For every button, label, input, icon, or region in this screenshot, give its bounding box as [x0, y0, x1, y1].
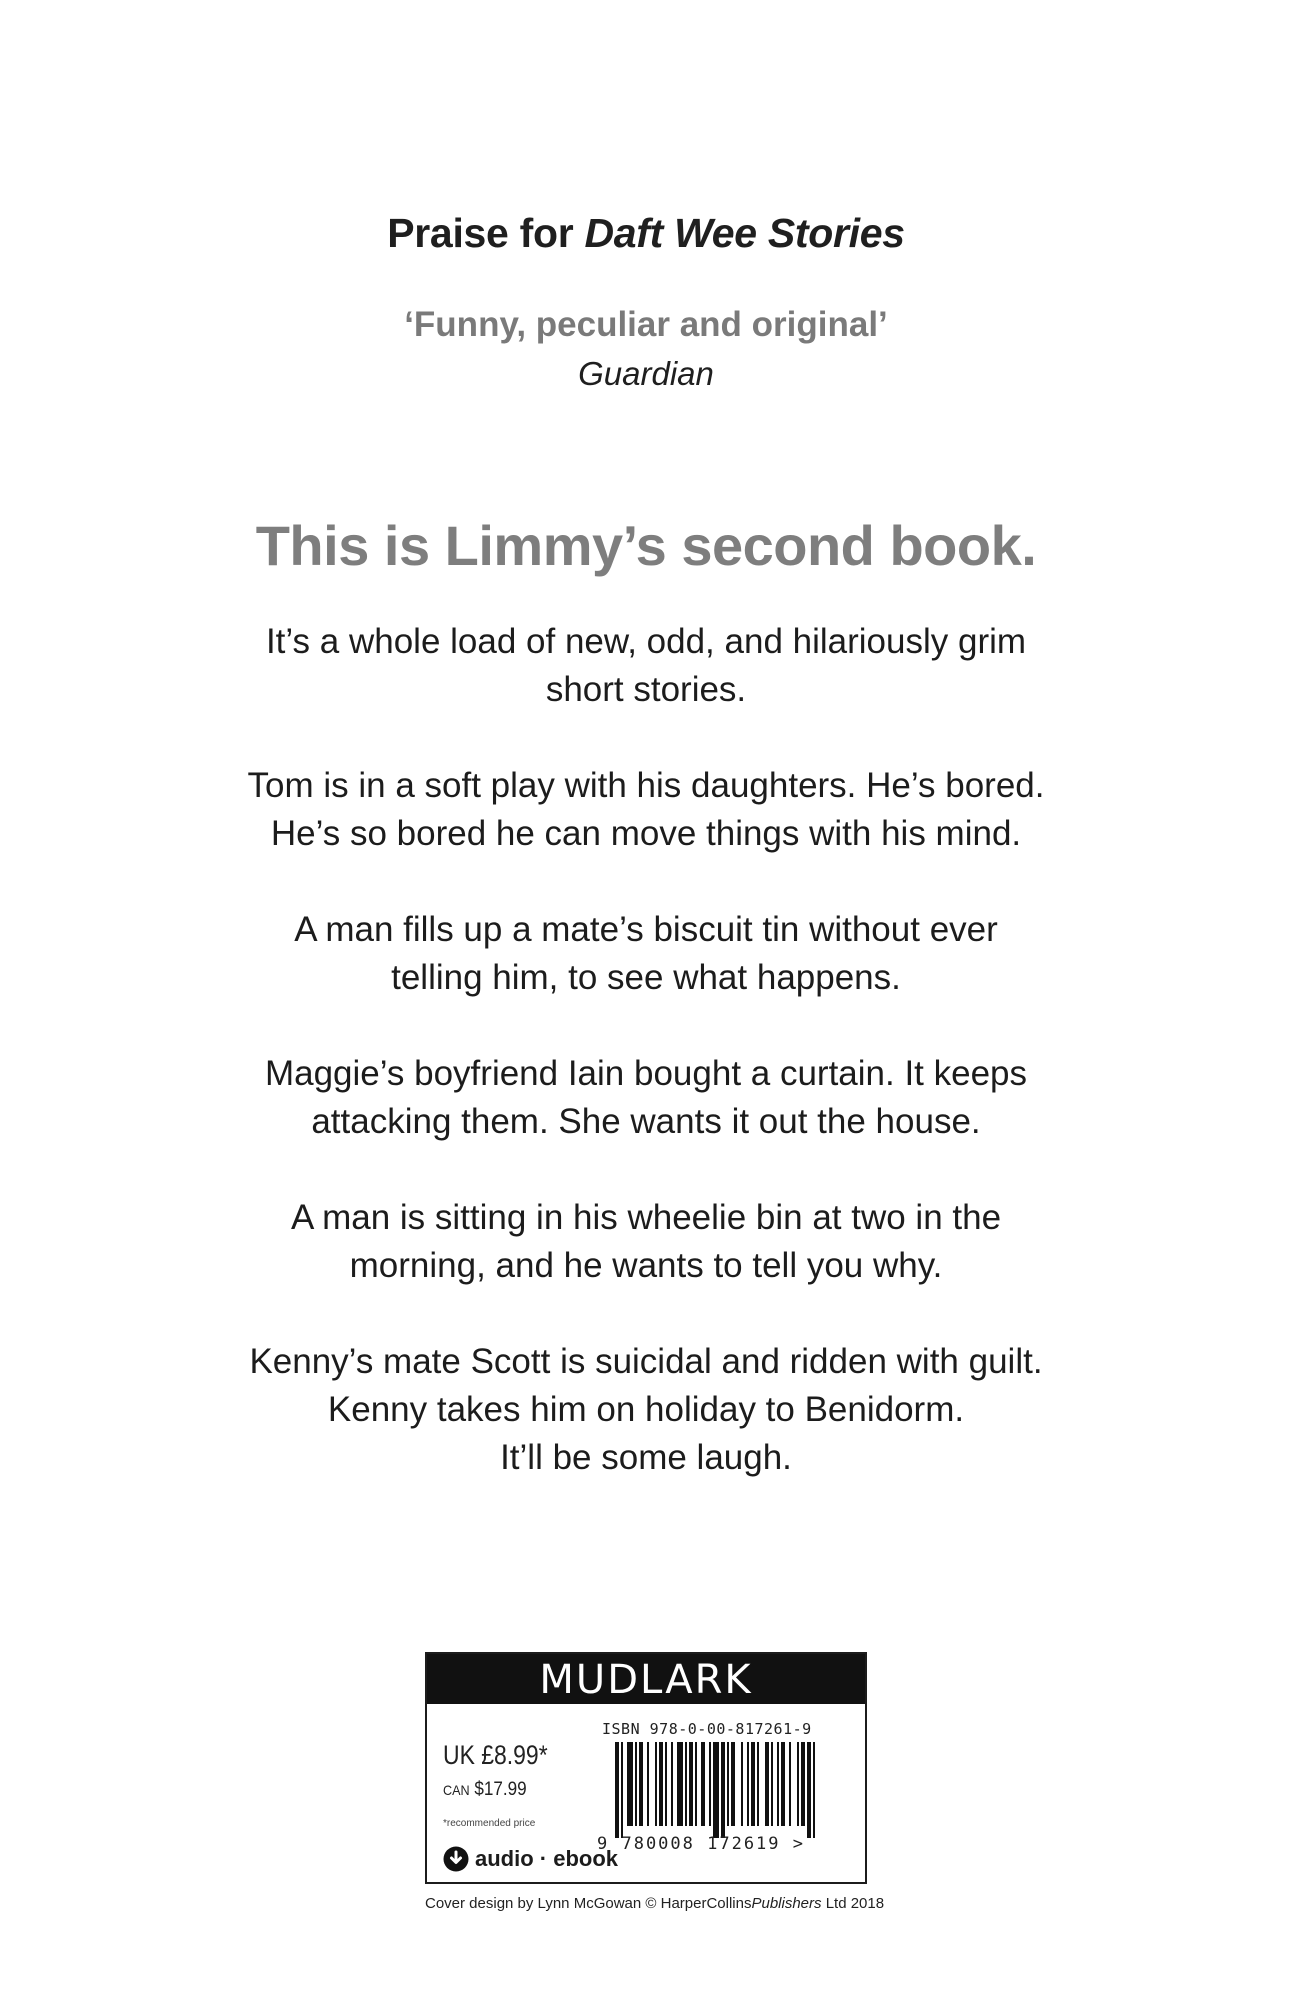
barcode-bar [659, 1742, 663, 1826]
barcode-bar [777, 1742, 779, 1826]
praise-book-title: Daft Wee Stories [584, 210, 905, 256]
price-can-value: $17.99 [474, 1779, 527, 1800]
blurb-paragraph [0, 1338, 1292, 1482]
headline: This is Limmy’s second book. [255, 514, 1037, 577]
credit-publishers: Publishers [751, 1895, 822, 1912]
blurb-line: morning, and he wants to tell you why. [349, 1246, 943, 1285]
blurb-paragraph [0, 762, 1292, 858]
blurb-line: short stories. [545, 670, 747, 709]
blurb-paragraph [0, 1194, 1292, 1290]
cover-credit [425, 1895, 885, 1912]
barcode-bar [741, 1742, 743, 1826]
blurb-line: telling him, to see what happens. [391, 958, 901, 997]
barcode-bar [765, 1742, 769, 1826]
formats-label: audio · ebook [475, 1846, 618, 1871]
blurb-paragraph [0, 906, 1292, 1002]
praise-heading [0, 210, 1292, 257]
barcode-bar [685, 1742, 687, 1826]
publisher-logo: MUDLARK [427, 1654, 865, 1704]
barcode-bar [757, 1742, 759, 1826]
formats [443, 1846, 618, 1872]
price-can [443, 1779, 527, 1801]
praise-prefix: Praise for [387, 210, 585, 256]
blurb-line: Maggie’s boyfriend Iain bought a curtain. It keeps [264, 1054, 1028, 1093]
barcode-bar [801, 1742, 805, 1826]
download-circle-icon [443, 1846, 469, 1872]
blurb-line: He’s so bored he can move things with his mind. [270, 814, 1022, 853]
barcode-bar [771, 1742, 773, 1826]
blurb-line: Kenny takes him on holiday to Benidorm. [327, 1390, 965, 1429]
barcode-bar [781, 1742, 785, 1826]
blurb-line: Tom is in a soft play with his daughters. He’s bored. [247, 766, 1045, 805]
price-note: *recommended price [443, 1818, 536, 1829]
barcode-bar [621, 1742, 623, 1838]
barcode-bar [615, 1742, 619, 1838]
barcode-bar [721, 1742, 725, 1838]
barcode-bar [709, 1742, 711, 1826]
barcode-bar [647, 1742, 649, 1826]
barcode-bar [627, 1742, 633, 1826]
isbn-label: ISBN 978-0-00-817261-9 [602, 1720, 812, 1738]
barcode-bar [807, 1742, 811, 1838]
price-uk: UK £8.99* [443, 1740, 548, 1770]
barcode-bar [713, 1742, 719, 1838]
barcode-bar [689, 1742, 693, 1826]
barcode-image [615, 1742, 821, 1838]
barcode-bar [797, 1742, 799, 1826]
blurb-list [0, 618, 1292, 1530]
blurb-line: It’ll be some laugh. [500, 1438, 792, 1477]
blurb-line: A man fills up a mate’s biscuit tin without ever [294, 910, 998, 949]
barcode-bar [751, 1742, 755, 1826]
barcode-bar [813, 1742, 815, 1838]
blurb-line: A man is sitting in his wheelie bin at two in the [290, 1198, 1002, 1237]
barcode-bar [701, 1742, 705, 1826]
blurb-paragraph [0, 618, 1292, 714]
price-can-prefix: CAN [443, 1782, 470, 1798]
review-source: Guardian [578, 355, 714, 392]
barcode-box [425, 1652, 867, 1884]
barcode-bar [695, 1742, 697, 1826]
credit-suffix: Ltd 2018 [821, 1895, 885, 1912]
barcode-bar [747, 1742, 749, 1826]
blurb-line: It’s a whole load of new, odd, and hilariously grim [265, 622, 1027, 661]
barcode-bar [677, 1742, 683, 1826]
barcode-digits: 9 780008 172619 > [597, 1834, 805, 1854]
review-quote: ‘Funny, peculiar and original’ [404, 305, 888, 344]
barcode-bar [639, 1742, 643, 1826]
barcode-bar [671, 1742, 673, 1826]
credit-prefix: Cover design by Lynn McGowan © HarperCollins [425, 1895, 752, 1912]
blurb-line: attacking them. She wants it out the house. [311, 1102, 981, 1141]
barcode-bar [655, 1742, 657, 1826]
barcode-bar [727, 1742, 729, 1826]
barcode-bar [665, 1742, 667, 1826]
barcode-bar [789, 1742, 791, 1826]
blurb-line: Kenny’s mate Scott is suicidal and ridden with guilt. [249, 1342, 1043, 1381]
barcode-bar [635, 1742, 637, 1826]
barcode-bar [731, 1742, 735, 1826]
blurb-paragraph [0, 1050, 1292, 1146]
